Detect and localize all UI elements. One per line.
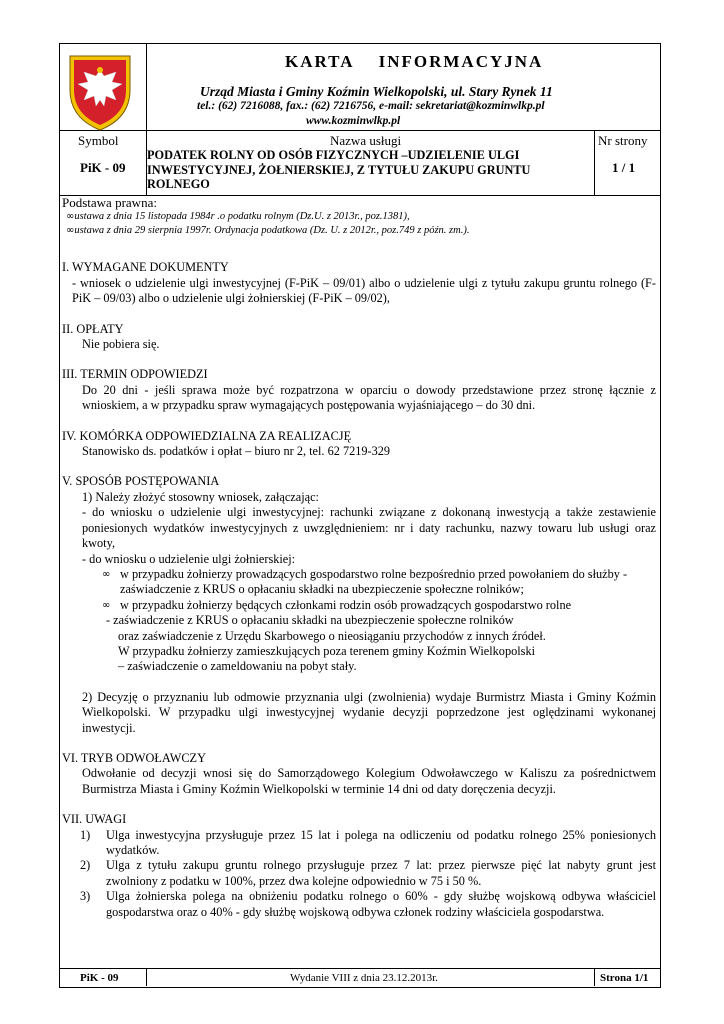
contact-line: tel.: (62) 7216088, fax.: (62) 7216756, e-mail: sekretariat@kozminwlkp.pl (197, 100, 545, 112)
section-heading: VI. TRYB ODWOŁAWCZY (62, 750, 206, 765)
procedure-detail: - zaświadczenie z KRUS o opłacaniu składki na ubezpieczenie społeczne rolników (106, 613, 514, 628)
section-text: - wniosek o udzielenie ulgi inwestycyjnej (F-PiK – 09/01) albo o udzielenie ulgi z tytułu zakupu gruntu rolnego (F-PiK – 09/03) albo o udzielenie ulgi żołnierskiej (F-PiK – 09/02), (72, 275, 656, 306)
website-link[interactable]: www.kozminwlkp.pl (306, 115, 401, 127)
footer-divider-left (146, 968, 147, 986)
service-name: PODATEK ROLNY OD OSÓB FIZYCZNYCH –UDZIELENIE ULGI INWESTYCYJNEJ, ŻOŁNIERSKIEJ, Z TYTUŁU ZAKUPU GRUNTU ROLNEGO (147, 148, 531, 191)
footer-symbol: PiK - 09 (80, 972, 119, 984)
section-text: Do 20 dni - jeśli sprawa może być rozpatrzona w oparciu o dowody przedstawione przez stronę łącznie z wnioskiem, a w przypadku spraw wymagających postępowania wyjaśniającego – do 30 dni. (82, 382, 656, 413)
legal-item: ∞ustawa z dnia 29 sierpnia 1997r. Ordynacja podatkowa (Dz. U. z 2012r., poz.749 z późn. zm.). (66, 225, 470, 237)
page-number-label: Nr strony (598, 133, 648, 148)
section-text: Stanowisko ds. podatków i opłat – biuro nr 2, tel. 62 7219-329 (82, 444, 391, 459)
legal-basis-heading: Podstawa prawna: (62, 195, 157, 210)
footer-edition: Wydanie VIII z dnia 23.12.2013r. (290, 972, 438, 984)
procedure-detail: W przypadku żołnierzy zamieszkujących poza terenem gminy Koźmin Wielkopolski (118, 643, 536, 658)
document-body (62, 195, 656, 920)
procedure-intro: 1) Należy złożyć stosowny wniosek, załączając: (82, 489, 319, 504)
section-heading: I. WYMAGANE DOKUMENTY (62, 260, 229, 275)
procedure-invest: - do wniosku o udzielenie ulgi inwestycyjnej: rachunki związane z dokonaną inwestycją a także zestawienie poniesionych wydatków inwestycyjnych z uwzględnieniem: nr i daty rachunku, nazwy towaru lub usługi oraz kwoty, (82, 505, 656, 551)
page-number-value: 1 / 1 (612, 160, 636, 175)
coat-of-arms-icon (64, 50, 136, 134)
header-rule (59, 130, 660, 131)
service-label: Nazwa usługi (330, 133, 402, 148)
procedure-soldier: - do wniosku o udzielenie ulgi żołnierskiej: (82, 551, 296, 566)
section-text: Odwołanie od decyzji wnosi się do Samorządowego Kolegium Odwoławczego w Kaliszu za pośrednictwem Burmistrza Miasta i Gminy Koźmin Wielkopolski w terminie 14 dni od daty doręczenia decyzji. (82, 766, 656, 796)
section-heading: II. OPŁATY (62, 321, 124, 336)
header-divider-right (594, 130, 595, 195)
footer-divider-right (594, 968, 595, 986)
section-heading: VII. UWAGI (62, 812, 127, 827)
symbol-value: PiK - 09 (80, 160, 126, 175)
infinity-bullet-icon: ∞ (102, 568, 111, 580)
list-item: ∞ w przypadku żołnierzy będących członkami rodzin osób prowadzących gospodarstwo rolne (102, 597, 572, 612)
infinity-bullet-icon: ∞ (66, 211, 75, 223)
infinity-bullet-icon: ∞ (102, 599, 111, 611)
symbol-label: Symbol (78, 133, 119, 148)
legal-item: ∞ustawa z dnia 15 listopada 1984r .o podatku rolnym (Dz.U. z 2013r., poz.1381), (66, 211, 410, 223)
list-item: 3) Ulga żołnierska polega na obniżeniu podatku rolnego o 60% - gdy służbę wojskową odbywa właściciel gospodarstwa oraz o 40% - gdy służbę wojskową odbywa członek rodziny właściciela gospodarstwa. (80, 889, 656, 919)
section-heading: III. TERMIN ODPOWIEDZI (62, 367, 208, 382)
procedure-decision: 2) Decyzję o przyznaniu lub odmowie przyznania ulgi (zwolnienia) wydaje Burmistrz Miasta i Gminy Koźmin Wielkopolski. W przypadku ulgi inwestycyjnej wydanie decyzji poprzedzone jest oględzinami wykonanej inwestycji. (82, 689, 656, 735)
infinity-bullet-icon: ∞ (66, 225, 75, 237)
footer-page: Strona 1/1 (600, 972, 649, 984)
office-name: Urząd Miasta i Gminy Koźmin Wielkopolski, ul. Stary Rynek 11 (200, 84, 553, 99)
section-heading: IV. KOMÓRKA ODPOWIEDZIALNA ZA REALIZACJĘ (62, 428, 352, 443)
list-item: 2) Ulga z tytułu zakupu gruntu rolnego przysługuje przez 7 lat: przez pierwsze pięć lat nabyty grunt jest zwolniony z podatku w 100%, przez dwa kolejne odpowiednio w 75 i 50 %. (80, 858, 656, 888)
section-heading: V. SPOSÓB POSTĘPOWANIA (62, 474, 220, 489)
list-item: ∞ w przypadku żołnierzy prowadzących gospodarstwo rolne bezpośrednio przed powołaniem do służby - zaświadczenie z KRUS o opłacaniu składki na ubezpieczenie społeczne rolników; (102, 566, 628, 597)
section-text: Nie pobiera się. (82, 337, 160, 352)
procedure-detail: oraz zaświadczenie z Urzędu Skarbowego o nieosiąganiu przychodów z innych źródeł. (118, 628, 546, 643)
procedure-detail: – zaświadczenie o zameldowaniu na pobyt stały. (118, 659, 357, 674)
list-item: 1) Ulga inwestycyjna przysługuje przez 15 lat i polega na odliczeniu od podatku rolnego 25% poniesionych wydatków. (80, 827, 656, 857)
page-title: KARTA INFORMACYJNA (285, 52, 544, 71)
footer-rule (59, 968, 660, 969)
